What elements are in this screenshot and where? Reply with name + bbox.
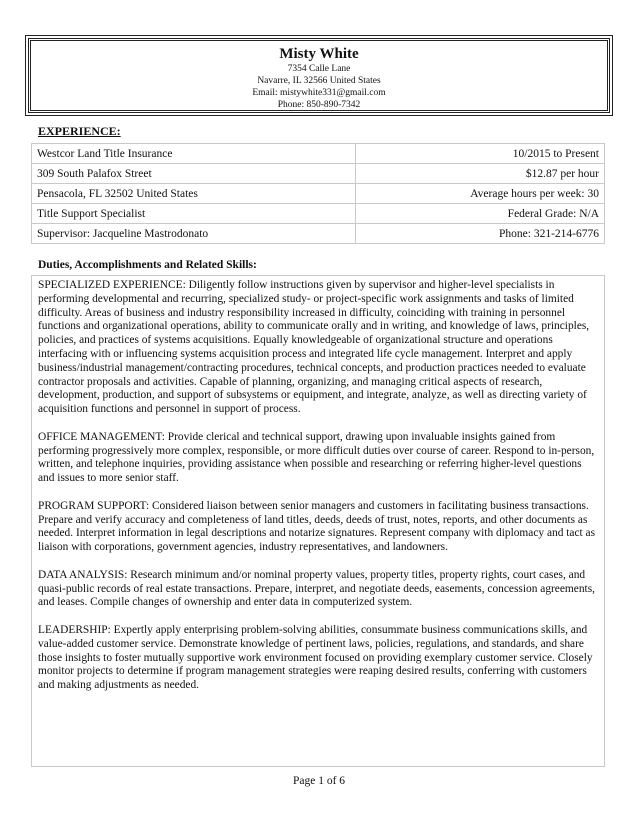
- duty-paragraph: SPECIALIZED EXPERIENCE: Diligently follow instructions given by supervisor and higher-level specialists in performing developmental and recurring, specialized study- or project-specific work assignments and tasks of limited difficulty. Areas of business and industry responsibility increased in difficulty, coinciding with training in personnel functions and organizational operations, ability to communicate orally and in writing, and knowledge of laws, principles, policies, and practices of systems acquisitions. Equally knowledgeable of organizational structure and operations interfacing with or influencing systems acquisition process and integrated life cycle management. Interpret and apply business/industrial management/contracting procedures, technical concepts, and production practices needed to evaluate contractor proposals and activities. Capable of planning, organizing, and managing critical aspects of research, development, production, and support of subsystems or equipment, and integrate, analyze, as well as directing variety of acquisition functions and personnel in support of process.: [38, 279, 590, 416]
- hours: Average hours per week: 30: [356, 184, 605, 204]
- applicant-name: Misty White: [279, 46, 359, 62]
- experience-title: EXPERIENCE:: [38, 124, 121, 138]
- employer: Westcor Land Title Insurance: [32, 144, 356, 164]
- grade: Federal Grade: N/A: [356, 204, 605, 224]
- duty-paragraph: DATA ANALYSIS: Research minimum and/or nominal property values, property titles, property rights, court cases, and quasi-public records of real estate transactions. Prepare, interpret, and negotiate deeds, easements, concession agreements, and leases. Compile changes of ownership and enter data in computerized system.: [38, 568, 595, 609]
- duty-paragraph: PROGRAM SUPPORT: Considered liaison between senior managers and customers in facilitating business transactions. Prepare and verify accuracy and completeness of land titles, deeds, deeds of trust, notes, reports, and other documents as needed. Interpret information in legal descriptions and notarize signatures. Represent company with diplomacy and tact as liaison with corporations, government agencies, industry representatives, and landowners.: [38, 499, 596, 554]
- table-row: [32, 164, 605, 184]
- address-line-2: Navarre, IL 32566 United States: [257, 76, 381, 86]
- street: 309 South Palafox Street: [32, 164, 356, 184]
- table-row: [32, 184, 605, 204]
- duties-title: Duties, Accomplishments and Related Skills:: [38, 259, 257, 271]
- job-title: Title Support Specialist: [32, 204, 356, 224]
- dates: 10/2015 to Present: [356, 144, 605, 164]
- email: Email: mistywhite331@gmail.com: [252, 88, 386, 98]
- address-line-1: 7354 Calle Lane: [287, 64, 351, 74]
- supervisor: Supervisor: Jacqueline Mastrodonato: [32, 224, 356, 244]
- duty-paragraph: LEADERSHIP: Expertly apply enterprising problem-solving abilities, consummate business communications skills, and value-added customer service. Demonstrate knowledge of pertinent laws, policies, regulations, and standards, and share those insights to foster mutually supportive work environment focused on providing exemplary customer service. Closely monitor projects to determine if program management strategies were reaping desired results, conferring with customers and making adjustments as needed.: [38, 623, 593, 692]
- city: Pensacola, FL 32502 United States: [32, 184, 356, 204]
- phone: Phone: 850-890-7342: [277, 100, 361, 110]
- duties-box: [31, 275, 605, 767]
- table-row: [32, 204, 605, 224]
- salary: $12.87 per hour: [356, 164, 605, 184]
- supervisor-phone: Phone: 321-214-6776: [356, 224, 605, 244]
- page-number: Page 1 of 6: [292, 775, 346, 787]
- experience-table: [31, 143, 605, 244]
- table-row: [32, 144, 605, 164]
- resume-header: [28, 38, 610, 113]
- table-row: [32, 224, 605, 244]
- duty-paragraph: OFFICE MANAGEMENT: Provide clerical and technical support, drawing upon invaluable insights gained from performing progressively more complex, responsible, or more difficult duties over course of career. Respond to in-person, written, and telephone inquiries, providing assistance when possible and researching or referring higher-level questions and issues to more senior staff.: [38, 430, 595, 485]
